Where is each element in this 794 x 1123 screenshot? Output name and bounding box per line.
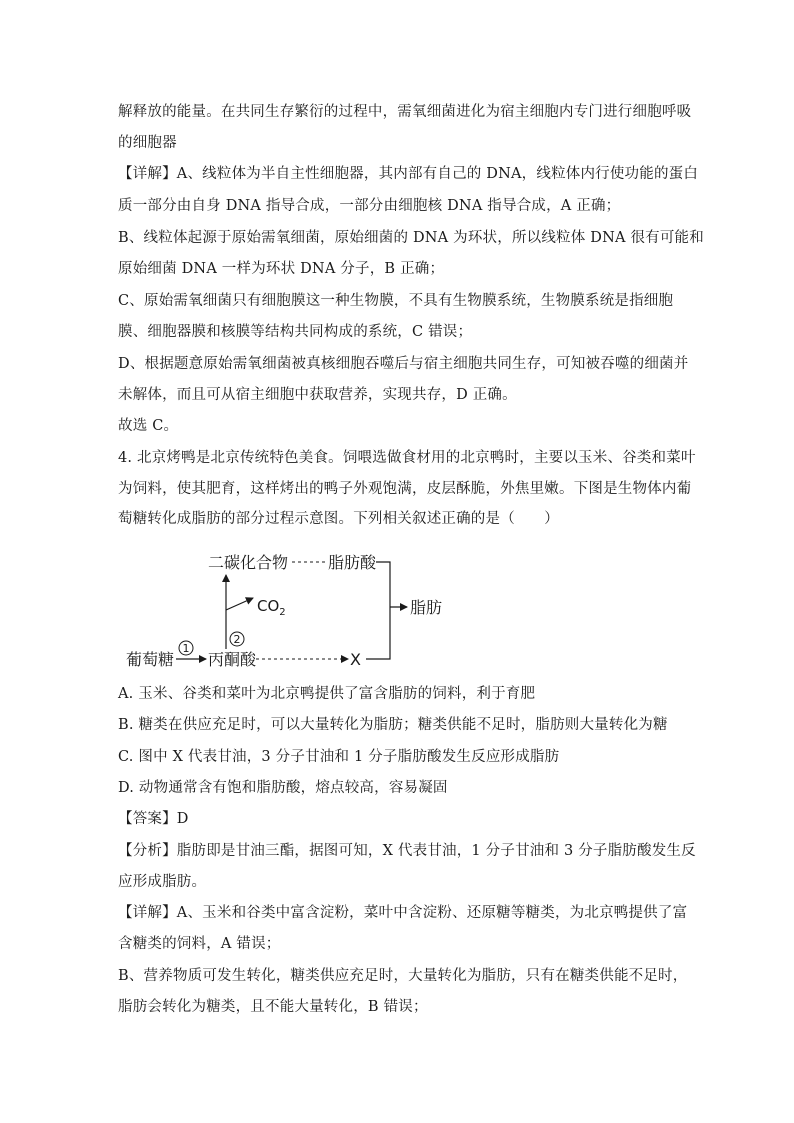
text-line: D、根据题意原始需氧细菌被真核细胞吞噬后与宿主细胞共同生存，可知被吞噬的细菌并 [118, 356, 689, 372]
text-line: B、线粒体起源于原始需氧细菌，原始细菌的 DNA 为环状，所以线粒体 DNA 很有可能和 [118, 230, 704, 246]
glucose-label: 葡萄糖 [126, 650, 175, 669]
text-line: 质一部分由自身 DNA 指导合成，一部分由细胞核 DNA 指导合成，A 正确； [118, 198, 621, 214]
answer-line: 【答案】D [118, 811, 189, 827]
x-label: X [350, 650, 361, 669]
text-line: 脂肪会转化为糖类，且不能大量转化，B 错误； [118, 999, 428, 1015]
glucose-to-fat-diagram [120, 548, 460, 670]
text-line: 的细胞器 [118, 135, 177, 151]
fat-label: 脂肪 [410, 598, 443, 617]
pyruvate-label: 丙酮酸 [208, 650, 257, 669]
text-line: 萄糖转化成脂肪的部分过程示意图。下列相关叙述正确的是（ ） [118, 511, 559, 527]
co2-main: CO [257, 597, 280, 615]
option-c: C. 图中 X 代表甘油，3 分子甘油和 1 分子脂肪酸发生反应形成脂肪 [118, 749, 560, 765]
explanation-line: 【详解】A、玉米和谷类中富含淀粉，菜叶中含淀粉、还原糖等糖类，为北京鸭提供了富 [118, 905, 688, 921]
arrow-to-co2 [226, 598, 253, 610]
step-1-number: 1 [182, 642, 190, 655]
question-4-line: 4. 北京烤鸭是北京传统特色美食。饲喂选做食材用的北京鸭时，主要以玉米、谷类和菜叶 [118, 450, 696, 466]
bracket-to-fat [366, 562, 390, 659]
text-line: 原始细菌 DNA 一样为环状 DNA 分子，B 正确； [118, 261, 445, 277]
text-line: 未解体，而且可从宿主细胞中获取营养，实现共存，D 正确。 [118, 387, 517, 403]
step-2-number: 2 [233, 633, 241, 646]
text-line: C、原始需氧细菌只有细胞膜这一种生物膜，不具有生物膜系统，生物膜系统是指细胞 [118, 293, 674, 309]
text-line: 故选 C。 [118, 418, 179, 434]
co2-label [257, 597, 286, 618]
option-d: D. 动物通常含有饱和脂肪酸，熔点较高，容易凝固 [118, 780, 448, 796]
text-line: 解释放的能量。在共同生存繁衍的过程中，需氧细菌进化为宿主细胞内专门进行细胞呼吸 [118, 104, 692, 120]
analysis-line: 【分析】脂肪即是甘油三酯，据图可知，X 代表甘油，1 分子甘油和 3 分子脂肪酸发生反 [118, 843, 696, 859]
text-line: 含糖类的饲料，A 错误； [118, 936, 281, 952]
fatty-acid-label: 脂肪酸 [328, 553, 377, 572]
option-b: B. 糖类在供应充足时，可以大量转化为脂肪；糖类供能不足时，脂肪则大量转化为糖 [118, 717, 668, 733]
text-line: 应形成脂肪。 [118, 874, 207, 890]
text-line: B、营养物质可发生转化，糖类供应充足时，大量转化为脂肪，只有在糖类供能不足时， [118, 968, 688, 984]
text-line: 为饲料，使其肥育，这样烤出的鸭子外观饱满，皮层酥脆，外焦里嫩。下图是生物体内葡 [118, 481, 692, 497]
text-line: 【详解】A、线粒体为半自主性细胞器，其内部有自己的 DNA，线粒体内行使功能的蛋白 [118, 166, 699, 182]
text-line: 膜、细胞器膜和核膜等结构共同构成的系统，C 错误； [118, 324, 473, 340]
option-a: A. 玉米、谷类和菜叶为北京鸭提供了富含脂肪的饲料，利于育肥 [118, 686, 536, 702]
two-carbon-compound-label: 二碳化合物 [208, 553, 289, 572]
co2-subscript: 2 [279, 607, 286, 618]
